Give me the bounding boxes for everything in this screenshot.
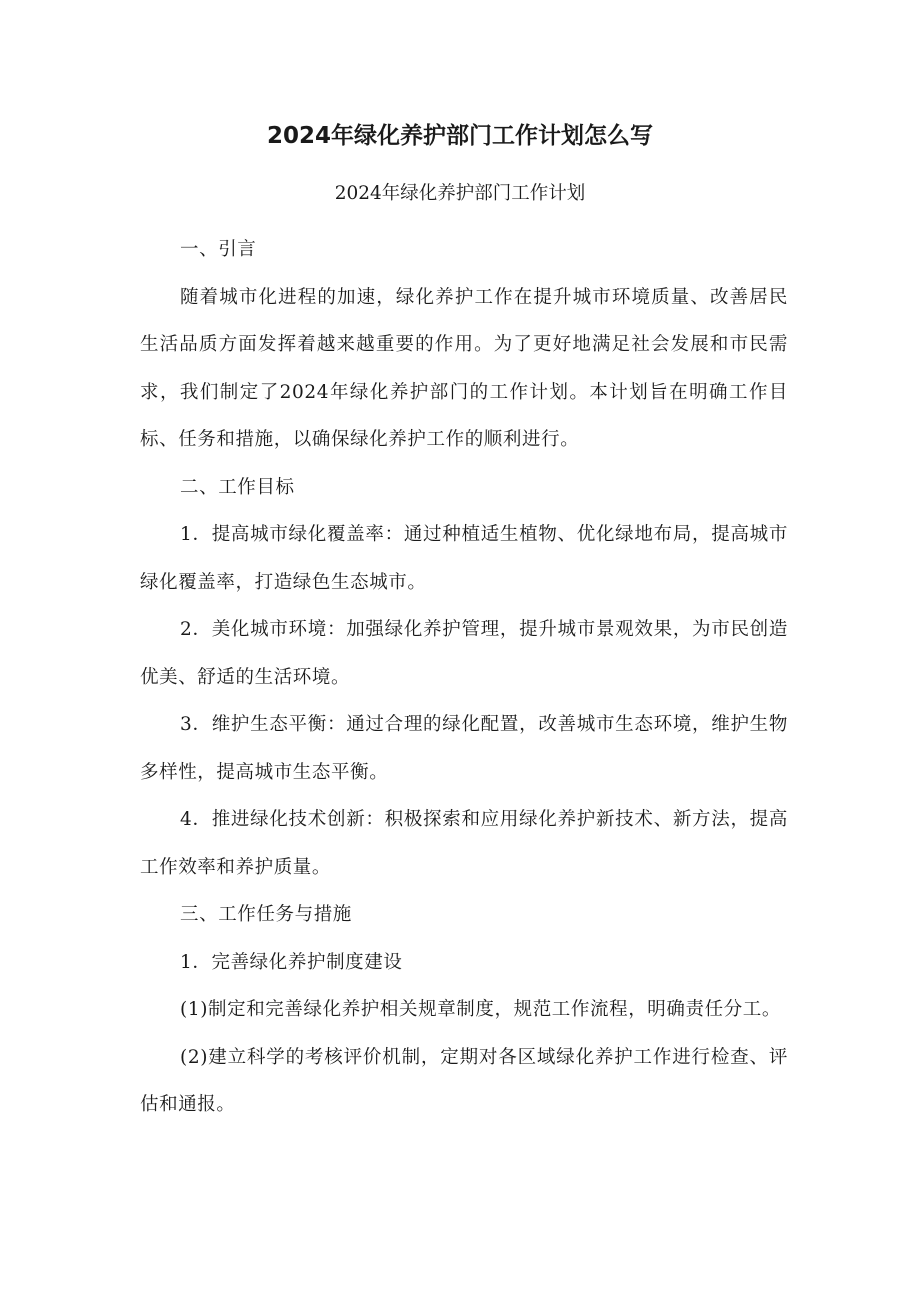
section-heading-goals: 二、工作目标 [180, 476, 295, 498]
goal-item-4: 4．推进绿化技术创新：积极探索和应用绿化养护新技术、新方法，提高工作效率和养护质量。 [140, 809, 788, 878]
task-1-item-1: (1)制定和完善绿化养护相关规章制度，规范工作流程，明确责任分工。 [180, 999, 782, 1020]
document-body [140, 226, 788, 1129]
document-title: 2024年绿化养护部门工作计划怎么写 [266, 123, 653, 149]
intro-paragraph: 随着城市化进程的加速，绿化养护工作在提升城市环境质量、改善居民生活品质方面发挥着越来越重要的作用。为了更好地满足社会发展和市民需求，我们制定了2024年绿化养护部门的工作计划。本计划旨在明确工作目标、任务和措施，以确保绿化养护工作的顺利进行。 [140, 286, 788, 450]
goal-item-3: 3．维护生态平衡：通过合理的绿化配置，改善城市生态环境，维护生物多样性，提高城市生态平衡。 [140, 714, 788, 783]
goal-item-2: 2．美化城市环境：加强绿化养护管理，提升城市景观效果，为市民创造优美、舒适的生活环境。 [140, 619, 788, 688]
goal-item-1: 1．提高城市绿化覆盖率：通过种植适生植物、优化绿地布局，提高城市绿化覆盖率，打造绿色生态城市。 [140, 524, 788, 593]
section-heading-intro: 一、引言 [180, 239, 257, 260]
section-heading-tasks: 三、工作任务与措施 [180, 904, 352, 925]
task-heading-1: 1．完善绿化养护制度建设 [180, 951, 403, 973]
document-subtitle: 2024年绿化养护部门工作计划 [334, 183, 586, 204]
task-1-item-2: (2)建立科学的考核评价机制，定期对各区域绿化养护工作进行检查、评估和通报。 [140, 1046, 788, 1115]
